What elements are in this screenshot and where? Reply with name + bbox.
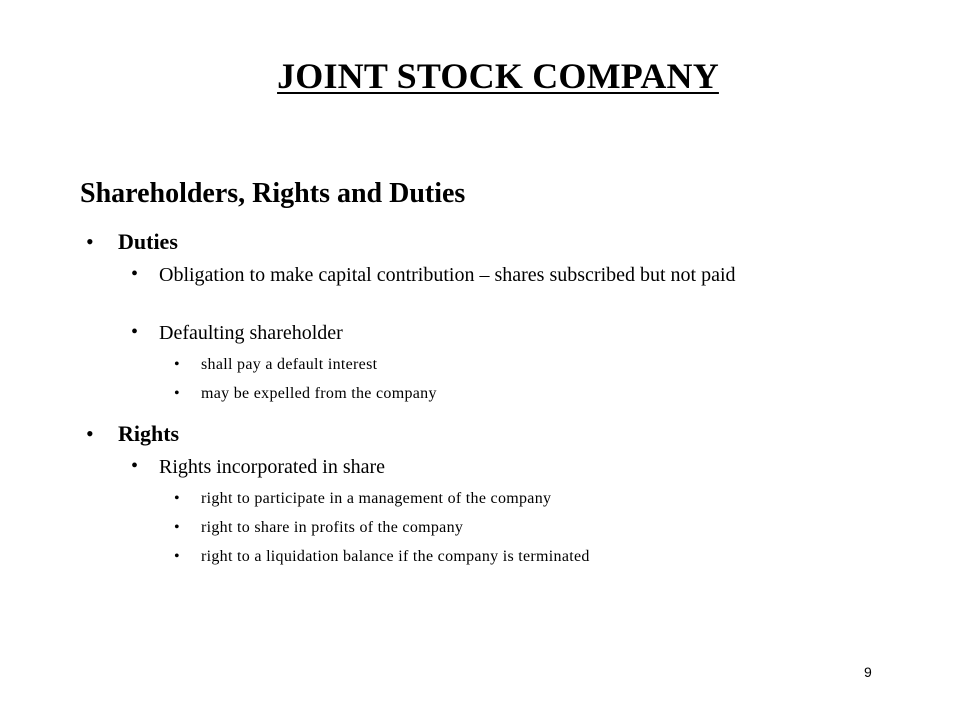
list-item: [0, 452, 960, 486]
sub-list-item-text: shall pay a default interest: [201, 356, 378, 373]
sub-list-item-text: may be expelled from the company: [201, 385, 437, 402]
bullet-icon: •: [174, 356, 180, 373]
sub-list-item: [0, 486, 960, 515]
list-item: [0, 318, 960, 352]
list-item: [0, 260, 960, 318]
sub-list-item-text: right to a liquidation balance if the company is terminated: [201, 548, 590, 565]
list-item-text: Obligation to make capital contribution – shares subscribed but not paid: [159, 264, 736, 286]
sub-list-item: [0, 515, 960, 544]
section-heading-rights: [0, 418, 960, 452]
page-number: 9: [864, 664, 872, 680]
spacer: [0, 410, 960, 418]
sub-list-item-text: right to share in profits of the company: [201, 519, 464, 536]
slide-subtitle: Shareholders, Rights and Duties: [80, 178, 466, 209]
section-heading-label: Duties: [118, 229, 178, 254]
section-heading-label: Rights: [118, 421, 180, 446]
bullet-icon: •: [174, 519, 180, 536]
bullet-icon: •: [131, 455, 139, 477]
section-heading-duties: [0, 226, 960, 260]
bullet-icon: •: [86, 421, 94, 446]
sub-list-item: [0, 544, 960, 573]
list-item-text: Rights incorporated in share: [159, 456, 386, 478]
sub-list-item: [0, 352, 960, 381]
bullet-icon: •: [86, 229, 94, 254]
bullet-icon: •: [174, 385, 180, 402]
sub-list-item-text: right to participate in a management of the company: [201, 490, 552, 507]
bullet-icon: •: [174, 490, 180, 507]
sub-list-item: [0, 381, 960, 410]
bullet-list: [0, 226, 960, 573]
bullet-icon: •: [131, 263, 139, 285]
bullet-icon: •: [174, 548, 180, 565]
list-item-text: Defaulting shareholder: [159, 322, 343, 344]
bullet-icon: •: [131, 321, 139, 343]
slide-title: JOINT STOCK COMPANY: [277, 56, 719, 96]
